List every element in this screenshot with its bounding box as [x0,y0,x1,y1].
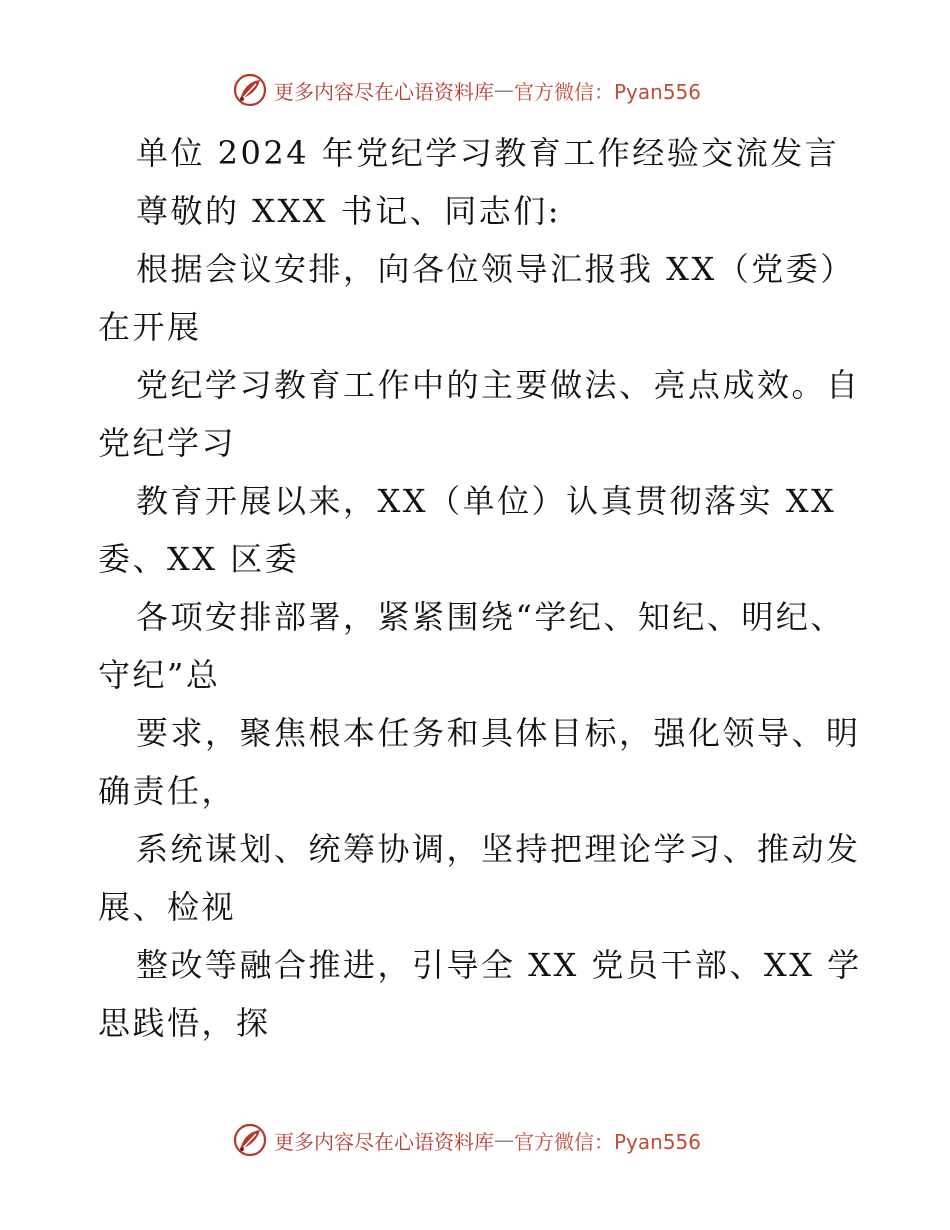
document-title: 单位 2024 年党纪学习教育工作经验交流发言 [136,134,840,172]
body-line: 展、检视 [98,888,237,926]
banner-wechat: 官方微信：Pyan556 [514,1129,702,1154]
banner-title: 更多内容尽在心语资料库 [274,1129,494,1154]
body-line: 守纪”总 [98,656,221,694]
body-line: 委、XX 区委 [98,540,300,578]
salutation: 尊敬的 XXX 书记、同志们: [136,192,561,230]
body-line: 要求，聚焦根本任务和具体目标，强化领导、明 [136,714,861,752]
red-leaf-pen-logo-icon [232,1122,268,1158]
body-line: 思践悟，探 [98,1004,271,1042]
document-body [98,124,868,1052]
footer-banner [232,1120,701,1160]
banner-dash: — [494,1128,514,1152]
body-line: 确责任， [98,772,237,810]
body-line: 党纪学习 [98,424,237,462]
banner-title: 更多内容尽在心语资料库 [274,79,494,104]
body-line: 根据会议安排，向各位领导汇报我 XX（党委） [136,250,855,288]
red-leaf-pen-logo-icon [232,72,268,108]
body-line: 教育开展以来，XX（单位）认真贯彻落实 XX [136,482,837,520]
body-line: 党纪学习教育工作中的主要做法、亮点成效。自 [136,366,861,404]
body-line: 在开展 [98,308,202,346]
body-line: 整改等融合推进，引导全 XX 党员干部、XX 学 [136,946,862,984]
banner-wechat: 官方微信：Pyan556 [514,79,702,104]
header-banner [232,70,701,110]
body-line: 系统谋划、统筹协调，坚持把理论学习、推动发 [136,830,861,868]
banner-dash: — [494,78,514,102]
body-line: 各项安排部署，紧紧围绕“学纪、知纪、明纪、 [136,598,845,636]
